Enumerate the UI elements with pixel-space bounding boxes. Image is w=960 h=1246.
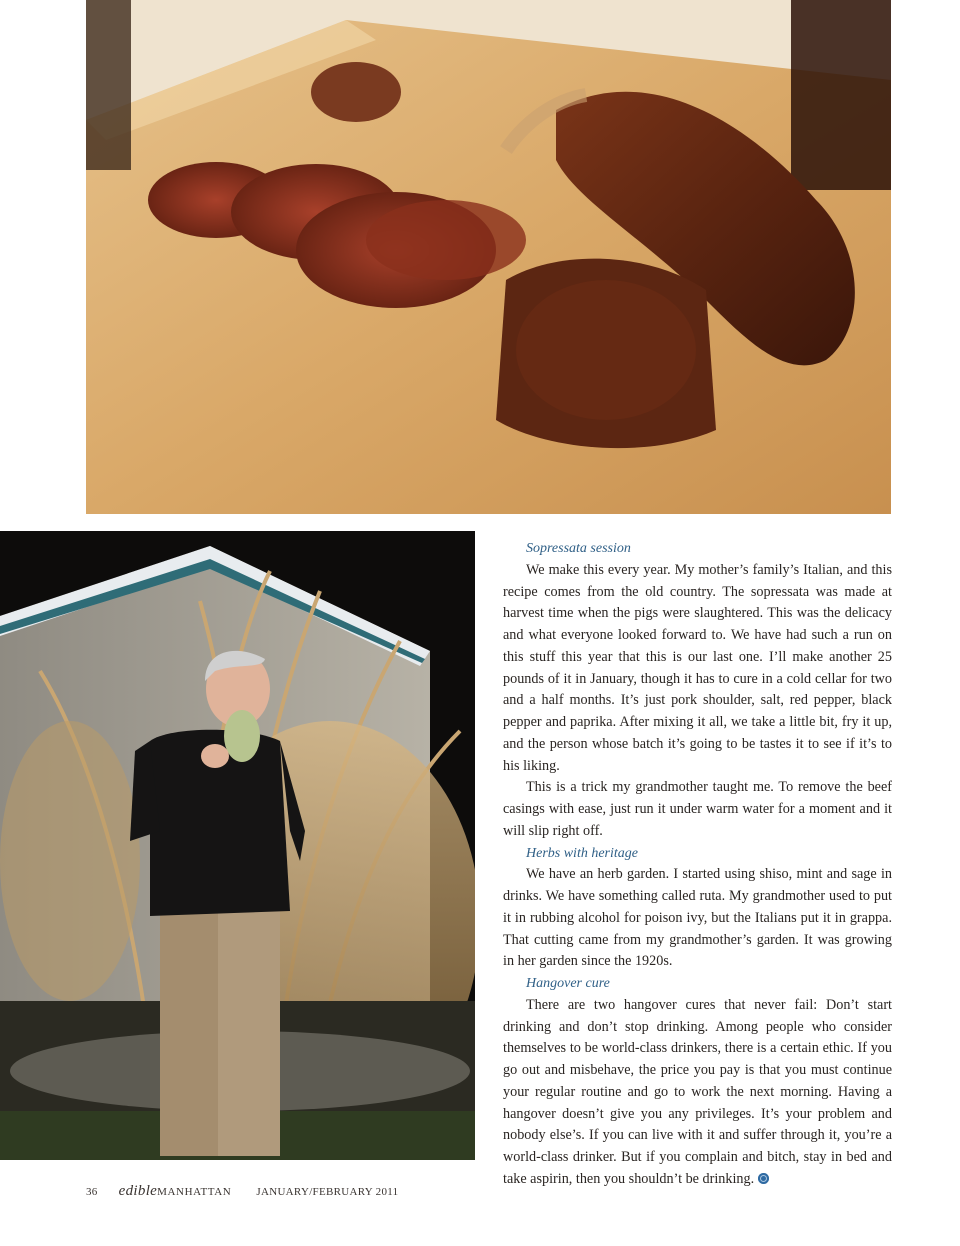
magazine-name-italic: edible — [118, 1183, 158, 1199]
page-footer — [86, 1183, 398, 1200]
man-with-herbs-photo — [0, 531, 475, 1160]
paragraph: We have an herb garden. I started using shiso, mint and sage in drinks. We have something called ruta. My grandmother used to put it in rubbing alcohol for poison ivy, but the Italians put it in grappa. That cutting came from my grandmother’s garden. It was growing in her garden since the 1920s. — [503, 866, 892, 970]
magazine-name-caps: MANHATTAN — [157, 1186, 232, 1198]
section-heading: Herbs with heritage — [526, 845, 638, 861]
paragraph: We make this every year. My mother’s family’s Italian, and this recipe comes from the old country. The sopressata was made at harvest time when the pigs were slaughtered. This was the delicacy and what everyone looked forward to. We have had such a run on this stuff this year that this is our last one. I’ll make another 25 pounds of it in January, though it has to cure in a cold cellar for two and a half months. It’s just pork shoulder, salt, red pepper, black pepper and paprika. After mixing it all, we take a little bit, fry it up, and the person whose batch it’s going to be tastes it to see if it’s to his liking. — [503, 561, 892, 774]
section-heading: Hangover cure — [526, 976, 610, 991]
section-heading: Sopressata session — [526, 541, 631, 556]
page-number: 36 — [86, 1186, 98, 1198]
paragraph — [503, 995, 892, 1191]
paragraph-text: There are two hangover cures that never fail: Don’t start drinking and don’t stop drinking. Among people who consider themselves to be world-class drinkers, there is a certain ethic. If you go out and misbehave, the price you pay is that you must continue your regular routine and go to work the next morning. Having a hangover doesn’t give you any privileges. It’s your problem and nobody else’s. If you can live with it and suffer through it, you’re a world-class drinker. But if you complain and bitch, stay in bed and take aspirin, then you shouldn’t be drinking. — [503, 996, 892, 1187]
issue-date: JANUARY/FEBRUARY 2011 — [256, 1186, 399, 1198]
paragraph: This is a trick my grandmother taught me. To remove the beef casings with ease, just run it under warm water for a moment and it will slip right off. — [503, 779, 892, 839]
end-mark-icon — [758, 1173, 769, 1184]
sausage-photo — [86, 0, 891, 514]
article-body — [503, 538, 892, 1191]
